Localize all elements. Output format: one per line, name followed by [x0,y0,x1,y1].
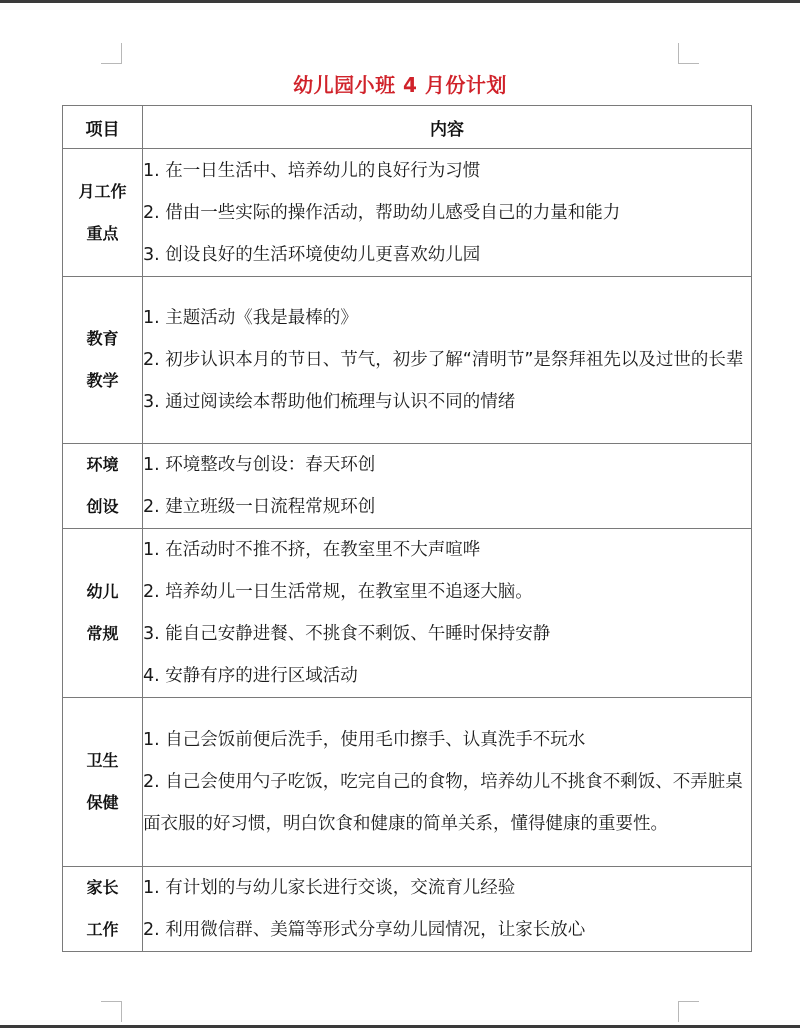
margin-corner-mark-bottom-right [678,1001,699,1022]
item-label-line: 教学 [86,371,119,390]
item-cell [63,698,143,867]
content-line: 4. 安静有序的进行区域活动 [143,666,358,686]
item-cell [63,867,143,952]
content-line: 1. 主题活动《我是最棒的》 [143,308,358,328]
item-label-line: 常规 [86,624,119,643]
content-cell [143,867,752,952]
item-label-line: 保健 [86,793,119,812]
item-label-line: 月工作 [78,181,127,201]
content-line: 1. 自己会饭前便后洗手，使用毛巾擦手、认真洗手不玩水 [143,730,586,750]
header-item: 项目 [63,106,143,149]
content-line: 3. 通过阅读绘本帮助他们梳理与认识不同的情绪 [143,392,516,412]
item-label-line: 环境 [86,455,119,474]
document-title: 幼儿园小班 4 月份计划 [293,73,507,97]
item-cell [63,149,143,277]
item-cell [63,277,143,444]
content-line: 2. 初步认识本月的节日、节气，初步了解“清明节”是祭拜祖先以及过世的长辈 [143,350,744,370]
item-label-line: 教育 [86,329,119,348]
top-edge-bar [0,0,800,3]
content-line: 2. 利用微信群、美篇等形式分享幼儿园情况，让家长放心 [143,920,586,940]
item-cell [63,444,143,529]
content-cell [143,149,752,277]
content-cell [143,277,752,444]
plan-table [62,105,752,952]
item-label-line: 创设 [86,497,119,516]
content-line: 2. 培养幼儿一日生活常规，在教室里不追逐大脑。 [143,582,533,602]
item-label-line: 幼儿 [86,582,119,601]
content-cell [143,444,752,529]
item-label-line: 卫生 [86,751,119,770]
table-row-monthly-focus [63,149,752,277]
content-line: 1. 环境整改与创设：春天环创 [143,455,376,475]
margin-corner-mark-top-left [101,43,122,64]
content-line: 2. 借由一些实际的操作活动，帮助幼儿感受自己的力量和能力 [143,202,621,223]
table-row-environment [63,444,752,529]
item-label-line: 家长 [86,878,119,897]
content-line: 1. 在活动时不推不挤，在教室里不大声喧哗 [143,540,481,560]
item-label-line: 工作 [86,920,119,939]
content-line: 2. 自己会使用勺子吃饭，吃完自己的食物，培养幼儿不挑食不剩饭、不弄脏桌面衣服的好习惯，明白饮食和健康的简单关系，懂得健康的重要性。 [143,772,743,834]
content-line: 2. 建立班级一日流程常规环创 [143,497,376,517]
content-line: 3. 能自己安静进餐、不挑食不剩饭、午睡时保持安静 [143,624,551,644]
content-line: 1. 在一日生活中、培养幼儿的良好行为习惯 [143,160,481,181]
margin-corner-mark-top-right [678,43,699,64]
table-row-routine [63,529,752,698]
table-row-health [63,698,752,867]
item-cell [63,529,143,698]
content-line: 3. 创设良好的生活环境使幼儿更喜欢幼儿园 [143,244,481,265]
content-line: 1. 有计划的与幼儿家长进行交谈，交流育儿经验 [143,878,516,898]
content-cell [143,698,752,867]
table-header-row [63,106,752,149]
header-content: 内容 [143,106,752,149]
item-label-line: 重点 [86,223,119,243]
table-row-parent-work [63,867,752,952]
margin-corner-mark-bottom-left [101,1001,122,1022]
content-cell [143,529,752,698]
table-row-education [63,277,752,444]
